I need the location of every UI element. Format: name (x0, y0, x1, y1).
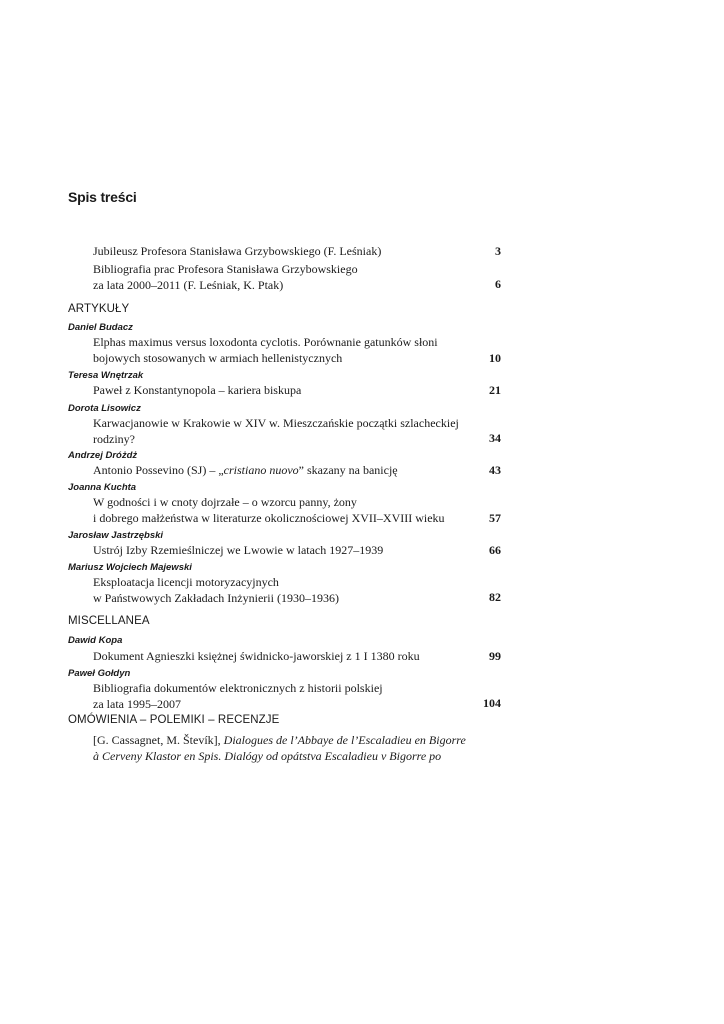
toc-author: Andrzej Dróżdż (68, 450, 138, 461)
toc-entry-line: [G. Cassagnet, M. Števík], Dialogues de l’Abbaye de l’Escaladieu en Bigorre (93, 733, 466, 747)
section-heading-omowienia: OMÓWIENIA – POLEMIKI – RECENZJE (68, 714, 280, 726)
toc-entry-line: bojowych stosowanych w armiach hellenistycznych (93, 351, 343, 365)
toc-author: Paweł Gołdyn (68, 668, 131, 679)
page-title: Spis treści (68, 189, 137, 205)
toc-entry-line: Antonio Possevino (SJ) – „cristiano nuovo” skazany na banicję (93, 463, 398, 477)
toc-entry-page: 82 (489, 590, 501, 604)
toc-entry-page: 6 (495, 277, 501, 291)
toc-author: Dorota Lisowicz (68, 403, 141, 414)
toc-entry-page: 57 (489, 511, 501, 525)
toc-entry-title (93, 648, 420, 664)
toc-entry-line: Paweł z Konstantynopola – kariera biskupa (93, 383, 302, 397)
toc-entry-title (93, 261, 358, 293)
toc-entry-line: Elphas maximus versus loxodonta cyclotis. Porównanie gatunków słoni (93, 335, 438, 349)
toc-entry-page: 99 (489, 649, 501, 663)
toc-entry-page: 43 (489, 463, 501, 477)
toc-entry-title (93, 382, 301, 398)
toc-entry-line: Jubileusz Profesora Stanisława Grzybowskiego (F. Leśniak) (93, 244, 382, 258)
toc-author: Dawid Kopa (68, 635, 123, 646)
toc-entry-line: Bibliografia dokumentów elektronicznych z historii polskiej (93, 681, 383, 695)
toc-entry-line: rodziny? (93, 432, 135, 446)
toc-author: Joanna Kuchta (68, 482, 137, 493)
toc-entry-title (93, 542, 383, 558)
toc-entry-title (93, 494, 445, 526)
toc-entry-title (93, 334, 438, 366)
toc-entry-line: Karwacjanowie w Krakowie w XIV w. Mieszczańskie początki szlacheckiej (93, 416, 459, 430)
section-heading-miscellanea: MISCELLANEA (68, 615, 150, 627)
toc-entry-line: Dokument Agnieszki księżnej świdnicko-jaworskiej z 1 I 1380 roku (93, 649, 420, 663)
toc-entry-line: Bibliografia prac Profesora Stanisława Grzybowskiego (93, 262, 358, 276)
toc-entry-page: 3 (495, 244, 501, 258)
toc-entry-page: 104 (483, 696, 501, 710)
toc-entry-title (93, 574, 339, 606)
toc-entry-page: 21 (489, 383, 501, 397)
toc-entry-line: za lata 1995–2007 (93, 697, 181, 711)
toc-author: Daniel Budacz (68, 322, 133, 333)
toc-entry-line: i dobrego małżeństwa w literaturze okolicznościowej XVII–XVIII wieku (93, 511, 445, 525)
toc-entry-title (93, 732, 466, 764)
toc-entry-title (93, 415, 459, 447)
toc-entry-line: à Cerveny Klastor en Spis. Dialógy od opátstva Escaladieu v Bigorre po (93, 749, 442, 763)
toc-entry-page: 34 (489, 431, 501, 445)
section-heading-artykuly: ARTYKUŁY (68, 303, 130, 315)
toc-entry-line: Eksploatacja licencji motoryzacyjnych (93, 575, 279, 589)
toc-entry-page: 10 (489, 351, 501, 365)
toc-entry-page: 66 (489, 543, 501, 557)
toc-entry-line: w Państwowych Zakładach Inżynierii (1930–1936) (93, 591, 339, 605)
toc-entry-title (93, 462, 398, 478)
toc-entry-line: Ustrój Izby Rzemieślniczej we Lwowie w latach 1927–1939 (93, 543, 384, 557)
toc-entry-title (93, 680, 383, 712)
toc-author: Jarosław Jastrzębski (68, 530, 164, 541)
toc-entry-line: W godności i w cnoty dojrzałe – o wzorcu panny, żony (93, 495, 357, 509)
toc-author: Mariusz Wojciech Majewski (68, 562, 192, 573)
toc-entry-line: za lata 2000–2011 (F. Leśniak, K. Ptak) (93, 278, 284, 292)
toc-entry-title (93, 243, 381, 259)
toc-author: Teresa Wnętrzak (68, 370, 144, 381)
